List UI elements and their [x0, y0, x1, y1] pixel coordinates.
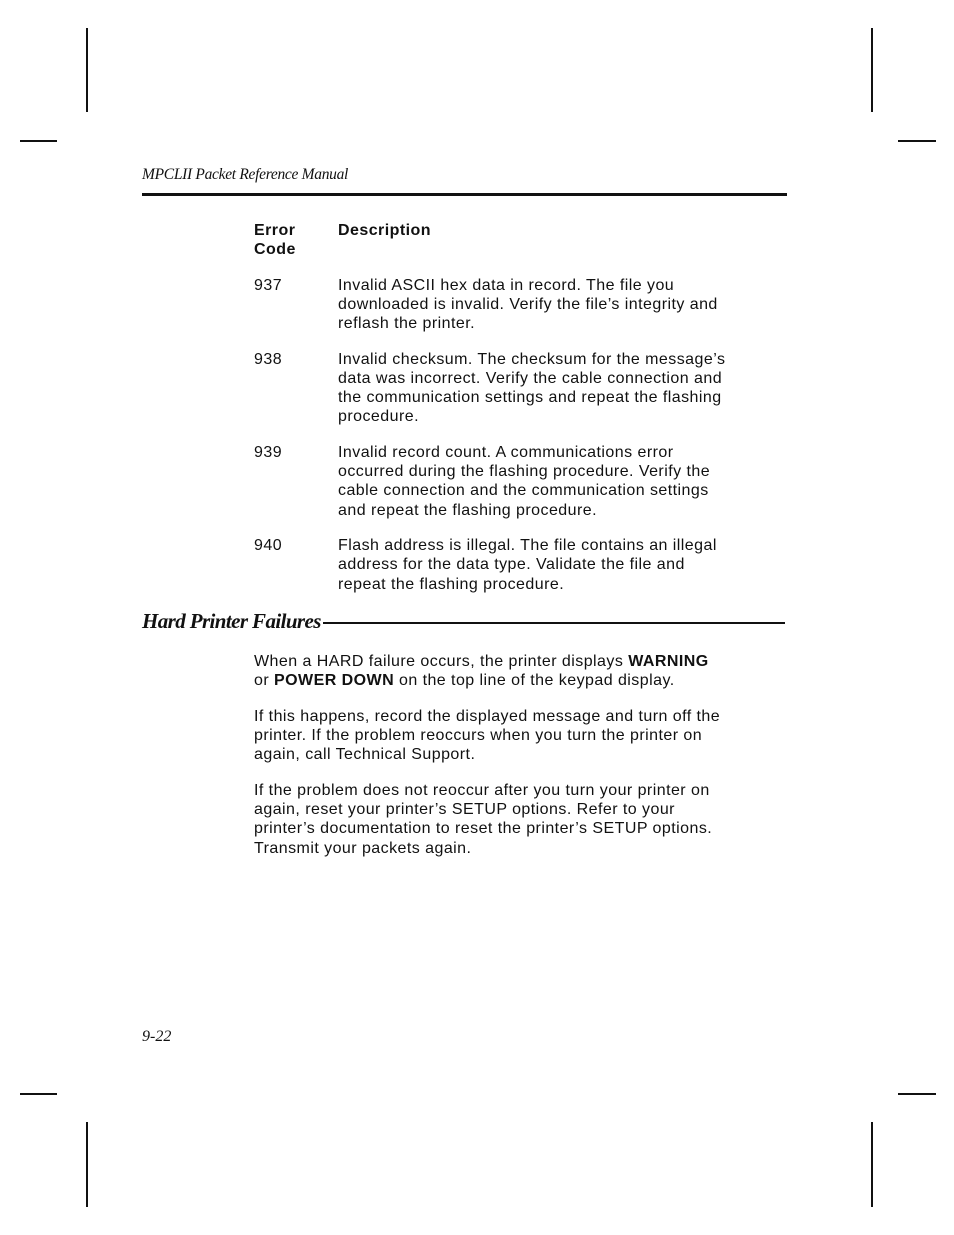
- crop-mark: [86, 1122, 88, 1207]
- error-description: Invalid checksum. The checksum for the message’s data was incorrect. Verify the cable connection and the communication settings and repeat the flashing procedure.: [338, 350, 726, 426]
- crop-mark: [20, 140, 57, 142]
- section-body: [254, 652, 794, 874]
- crop-mark: [898, 140, 936, 142]
- section-title: Hard Printer Failures: [142, 609, 321, 633]
- error-description: Flash address is illegal. The file contains an illegal address for the data type. Validate the file and repeat the flashing procedure.: [338, 537, 717, 593]
- heading-rule: [323, 622, 785, 624]
- crop-mark: [871, 28, 873, 112]
- page-number: 9-22: [142, 1028, 172, 1045]
- error-code-table: [254, 221, 794, 594]
- table-row: [254, 443, 794, 520]
- warning-keyword: WARNING: [628, 653, 709, 670]
- error-description: Invalid record count. A communications error occurred during the flashing procedure. Verify the cable connection and the communication settings and repeat the flashing procedure.: [338, 443, 711, 519]
- paragraph-text: When a HARD failure occurs, the printer displays: [254, 653, 629, 670]
- paragraph: If the problem does not reoccur after you turn your printer on again, reset your printer’s SETUP options. Refer to your printer’s documentation to reset the printer’s SETUP options. Transmit your packets again.: [254, 782, 713, 857]
- crop-mark: [20, 1093, 57, 1095]
- error-code: 938: [254, 350, 283, 368]
- column-header-description: Description: [338, 222, 431, 239]
- crop-mark: [86, 28, 88, 112]
- table-row: [254, 276, 794, 334]
- table-row: [254, 536, 794, 594]
- error-code: 940: [254, 537, 283, 555]
- crop-mark: [871, 1122, 873, 1207]
- paragraph: If this happens, record the displayed message and turn off the printer. If the problem reoccurs when you turn the printer on again, call Technical Support.: [254, 707, 721, 764]
- paragraph-text: or: [254, 672, 270, 690]
- table-row: [254, 350, 794, 427]
- paragraph: [254, 652, 794, 690]
- running-header: MPCLII Packet Reference Manual: [142, 166, 349, 183]
- paragraph-text: on the top line of the keypad display.: [394, 672, 675, 690]
- error-description: Invalid ASCII hex data in record. The file you downloaded is invalid. Verify the file’s integrity and reflash the printer.: [338, 276, 718, 332]
- error-code: 937: [254, 276, 283, 294]
- column-header-error-code: Error Code: [254, 222, 296, 258]
- power-down-keyword: POWER DOWN: [274, 672, 395, 690]
- header-rule: [142, 193, 787, 196]
- table-header-row: [254, 221, 794, 259]
- crop-mark: [898, 1093, 936, 1095]
- error-code: 939: [254, 443, 283, 461]
- section-heading: [142, 609, 785, 634]
